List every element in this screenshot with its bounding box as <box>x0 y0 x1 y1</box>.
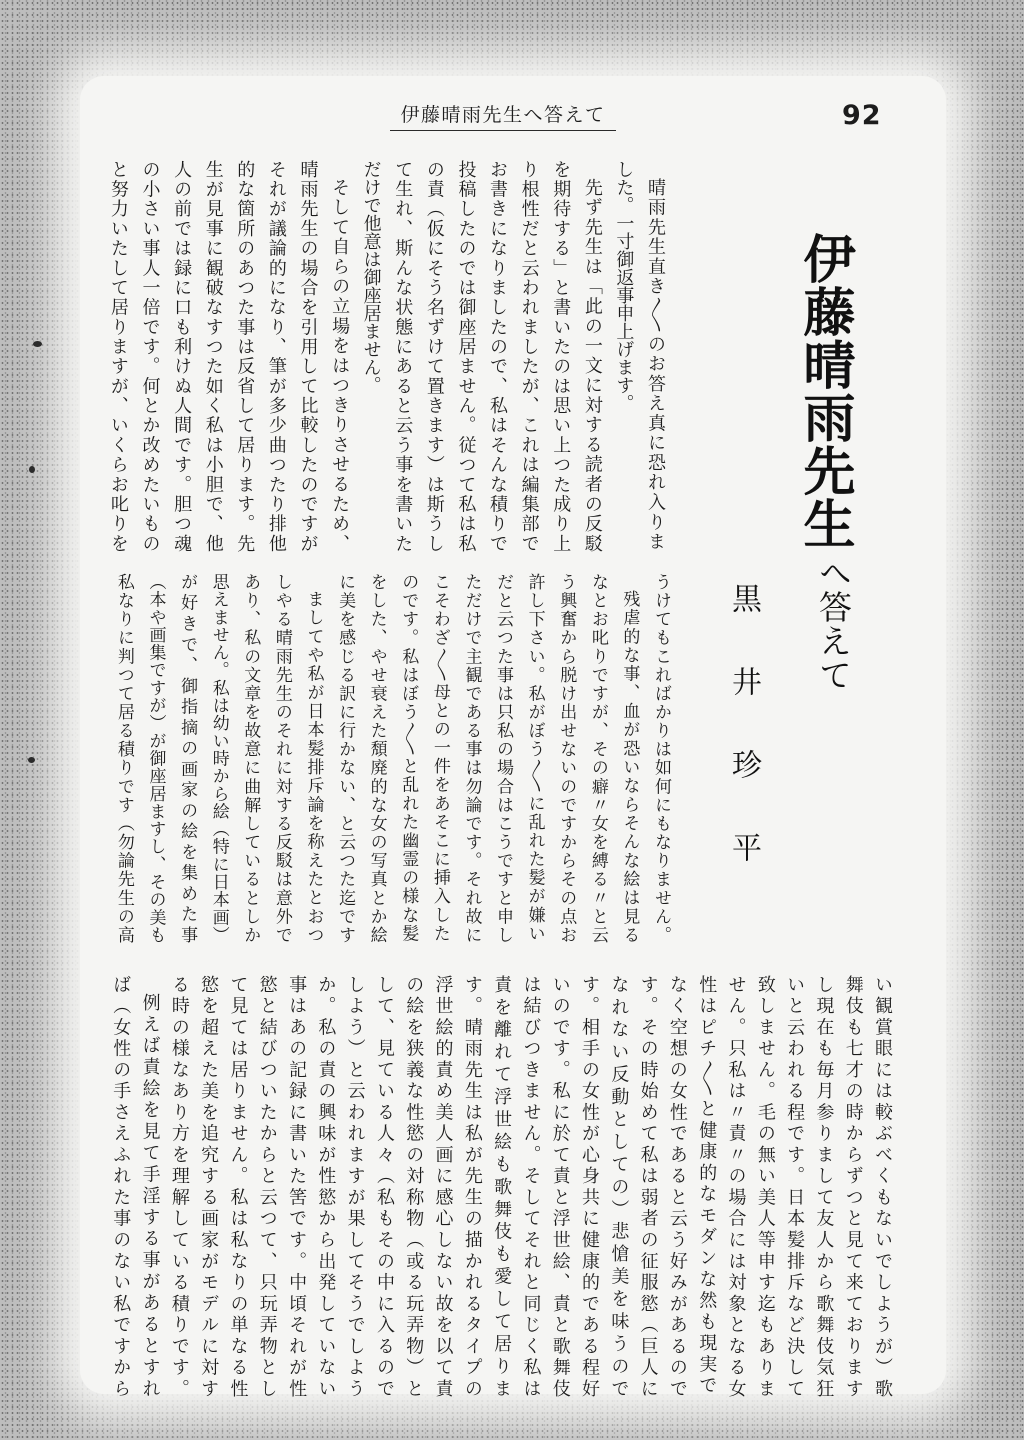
body-text-column: に美を感じる訳に行かない、と云つた迄です <box>335 573 356 944</box>
body-text-column: なれない反動としての）悲愴美を味うので <box>608 975 630 1397</box>
body-text-column: 浮世絵的責め美人画に感心しない故を以て責 <box>432 975 454 1397</box>
body-text-column: 晴雨先生直き〳〵のお答え真に恐れ入りま <box>645 178 666 552</box>
body-text-column: 生が見事に観破なすつた如く私は小胆で、他 <box>202 160 224 552</box>
scan-speck <box>29 466 35 473</box>
body-text-column: 致しません。毛の無い美人等申す迄もありま <box>754 975 776 1397</box>
body-text-column: （本や画集ですが）が御座居ますし、その美も <box>145 573 166 943</box>
body-text-column: して、見ている人々（私もその中に入るので <box>373 975 395 1397</box>
body-text-column: しよう）と云われますが果してそうでしよう <box>344 975 366 1397</box>
body-text-column: 性はピチ〳〵と健康的なモダンな然も現実で <box>696 975 718 1397</box>
body-text-column: いと云われる程です。日本髪排斥など決して <box>784 975 806 1397</box>
body-text-column: 慾を超えた美を追究する画家がモデルに対す <box>198 975 220 1397</box>
body-text-column: しやる晴雨先生のそれに対する反駁は意外で <box>271 573 292 943</box>
article-title-suffix: へ答えて <box>814 556 853 692</box>
body-text-column: だけで他意は御座居ません。 <box>360 160 382 394</box>
running-header-title: 伊藤晴雨先生へ答えて <box>400 104 606 126</box>
body-text-column: 先ず先生は「此の一文に対する読者の反駁 <box>581 178 603 552</box>
body-text-column: 残虐的な事、血が恐いならそんな絵は見る <box>619 590 640 943</box>
body-upper-block <box>102 160 671 552</box>
body-text-column: 慾と結びついたからと云つて、只玩弄物とし <box>256 975 278 1397</box>
body-text-column: る時の様なあり方を理解している積りです。 <box>168 975 190 1397</box>
body-text-column: 許し下さい。私がぼう〳〵に乱れた髪が嫌い <box>524 573 545 943</box>
body-text-column: の小さい事人一倍です。何とか改めたいもの <box>139 160 161 552</box>
body-text-column: り根性だと云われましたが、これは編集部で <box>518 160 540 552</box>
body-text-column: す。晴雨先生は私が先生の描かれるタイプの <box>461 975 483 1397</box>
body-text-column: の責（仮にそう名ずけて置きます）は斯うし <box>423 160 445 552</box>
body-middle-block <box>107 573 676 943</box>
body-text-column: 晴雨先生の場合を引用して比較したのですが <box>297 160 319 552</box>
body-text-column: 投稿したのでは御座居ません。従つて私は私 <box>455 160 477 552</box>
body-text-column: なとお叱りですが、その癖〃女を縛る〃と云 <box>587 573 608 943</box>
body-text-column: なく空想の女性であると云う好みがあるので <box>666 975 688 1397</box>
body-text-column: こそわざ〳〵母との一件をあそこに挿入した <box>429 573 450 943</box>
body-text-column: の絵を狭義な性慾の対称物（或る玩弄物）と <box>403 975 425 1397</box>
body-text-column: 事はあの記録に書いた筈です。中頃それが性 <box>286 975 308 1397</box>
body-text-column: あり、私の文章を故意に曲解しているとしか <box>240 573 261 943</box>
body-text-column: だと云つた事は只私の場合はこうですと申し <box>493 573 514 943</box>
running-header <box>390 103 616 131</box>
author-byline: 黒井珍平 <box>726 583 761 915</box>
body-text-column: それが議論的になり、筆が多少曲つたり排他 <box>265 160 287 552</box>
body-text-column: と努力いたして居りますが、いくらお叱りを <box>107 160 129 552</box>
body-text-column: うけてもこればかりは如何にもなりません。 <box>651 573 671 943</box>
body-text-column: いのです。私に於て責と浮世絵、責と歌舞伎 <box>549 975 571 1397</box>
body-text-column: し現在も毎月参りまして友人から歌舞伎気狂 <box>813 975 835 1397</box>
body-lower-block <box>105 975 897 1397</box>
body-text-column: ただけで主観である事は勿論です。それ故に <box>461 573 482 943</box>
body-text-column: 責を離れて浮世絵も歌舞伎も愛して居りま <box>491 975 513 1397</box>
body-text-column: て生れ、斯んな状態にあると云う事を書いた <box>392 160 414 552</box>
body-text-column: お書きになりましたので、私はそんな積りで <box>487 160 509 552</box>
body-text-column: が好きで、御指摘の画家の絵を集めた事 <box>177 573 198 944</box>
page-number: 92 <box>842 100 882 131</box>
body-text-column: ば（女性の手さえふれた事のない私ですから <box>110 975 132 1397</box>
body-text-column: 私なりに判つて居る積りです（勿論先生の高 <box>113 573 134 943</box>
body-text-column: 舞伎も七才の時からずつと見て来ております <box>842 975 864 1397</box>
body-text-column: か。私の責の興味が性慾から出発していない <box>315 975 337 1397</box>
body-text-column: は結びつきません。そしてそれと同じく私は <box>520 975 542 1397</box>
body-text-column: う興奮から脱け出せないのですからその点お <box>556 573 577 943</box>
body-text-column: す。相手の女性が心身共に健康的である程好 <box>579 975 601 1397</box>
body-text-column: した。一寸御返事申上げます。 <box>613 160 635 412</box>
scan-speck <box>33 341 42 347</box>
body-text-column: 思えません。私は幼い時から絵（特に日本画） <box>208 573 229 943</box>
body-text-column: 人の前では録に口も利けぬ人間です。胆つ魂 <box>171 160 193 552</box>
body-text-column: 例えば責絵を見て手淫する事があるとすれ <box>139 993 161 1397</box>
body-text-column: のです。私はぼう〳〵と乱れた幽霊の様な髪 <box>398 573 419 943</box>
body-text-column: をした、やせ衰えた頽廃的な女の写真とか絵 <box>366 573 387 943</box>
body-text-column: す。その時始めて私は弱者の征服慾（巨人に <box>637 975 659 1397</box>
scan-speck <box>28 757 35 763</box>
body-text-column: て見ては居りません。私は私なりの単なる性 <box>227 975 249 1397</box>
body-text-column: せん。只私は〃責〃の場合には対象となる女 <box>725 975 747 1397</box>
body-text-column: い観賞眼には較ぶべくもないでしようが）歌 <box>872 975 893 1397</box>
body-text-column: を期待する」と書いたのは思い上つた成り上 <box>550 160 572 552</box>
body-text-column: そして自らの立場をはつきりさせるため、 <box>329 178 351 552</box>
body-text-column: 的な箇所のあつた事は反省して居ります。先 <box>234 160 256 552</box>
body-text-column: ましてや私が日本髪排斥論を称えたとおつ <box>303 590 324 943</box>
article-title: 伊藤晴雨先生 <box>794 232 855 550</box>
